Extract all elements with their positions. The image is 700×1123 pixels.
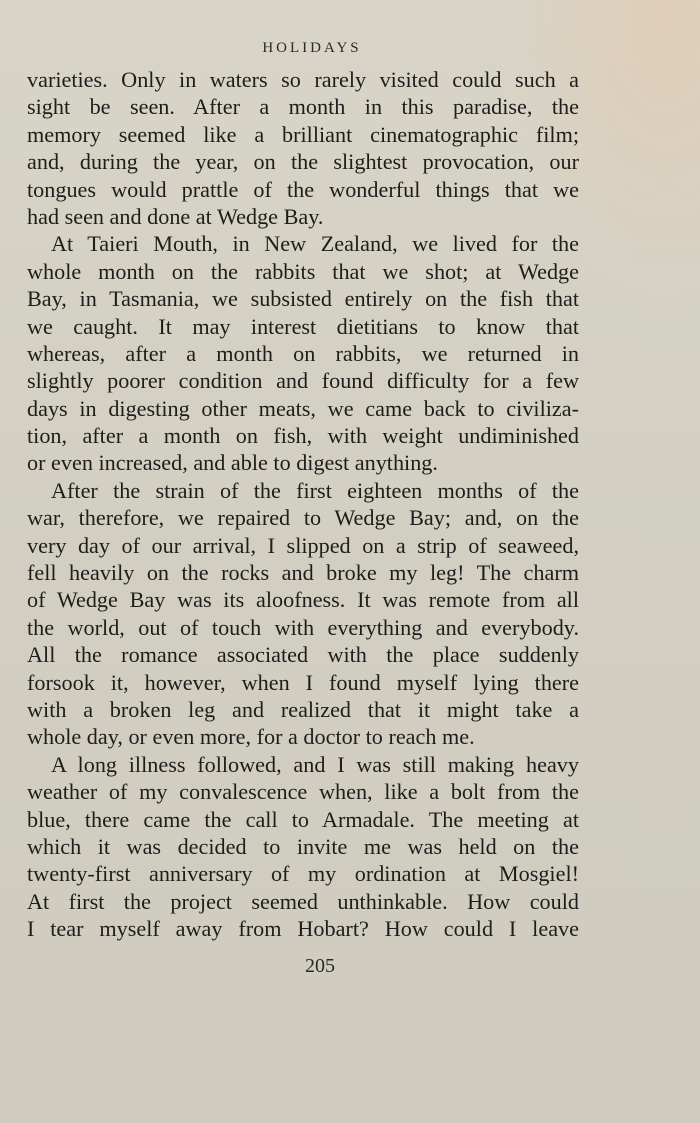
page-number: 205 (305, 955, 335, 977)
paragraph-1 (27, 66, 579, 230)
text-line: sight be seen. After a month in this paradise, the (27, 94, 579, 120)
paragraph-4 (27, 751, 579, 943)
text-line: or even increased, and able to digest anything. (27, 450, 438, 476)
text-line: Bay, in Tasmania, we subsisted entirely on the fish that (27, 286, 579, 312)
body-text (27, 66, 579, 943)
text-line: war, therefore, we repaired to Wedge Bay; and, on the (27, 505, 579, 531)
text-line: days in digesting other meats, we came back to civiliza- (27, 395, 579, 421)
text-line: tion, after a month on fish, with weight undiminished (27, 423, 579, 449)
text-line: which it was decided to invite me was held on the (27, 833, 579, 859)
text-line: weather of my convalescence when, like a bolt from the (27, 779, 579, 805)
text-line: whereas, after a month on rabbits, we returned in (27, 340, 579, 366)
paragraph-2 (27, 230, 579, 477)
text-line: fell heavily on the rocks and broke my leg! The charm (27, 560, 579, 586)
text-line: whole day, or even more, for a doctor to reach me. (27, 724, 475, 750)
text-line: blue, there came the call to Armadale. The meeting at (27, 806, 579, 832)
text-line: tongues would prattle of the wonderful things that we (27, 176, 579, 202)
text-line: we caught. It may interest dietitians to know that (27, 313, 579, 339)
text-line: very day of our arrival, I slipped on a strip of seaweed, (27, 532, 579, 558)
text-line: forsook it, however, when I found myself lying there (27, 669, 579, 695)
paragraph-3 (27, 477, 579, 751)
text-line: At first the project seemed unthinkable. How could (27, 888, 579, 914)
text-line: with a broken leg and realized that it might take a (27, 696, 579, 722)
text-line: twenty-first anniversary of my ordination at Mosgiel! (27, 861, 579, 887)
text-line: I tear myself away from Hobart? How could I leave (27, 916, 579, 942)
text-line: After the strain of the first eighteen months of the (51, 477, 579, 503)
text-line: and, during the year, on the slightest provocation, our (27, 149, 579, 175)
text-line: slightly poorer condition and found difficulty for a few (27, 368, 579, 394)
text-line: All the romance associated with the place suddenly (27, 642, 579, 668)
text-line: A long illness followed, and I was still making heavy (51, 751, 579, 777)
text-line: whole month on the rabbits that we shot; at Wedge (27, 258, 579, 284)
text-line: memory seemed like a brilliant cinematographic film; (27, 121, 579, 147)
running-head: HOLIDAYS (262, 40, 362, 56)
text-line: At Taieri Mouth, in New Zealand, we lived for the (51, 231, 579, 257)
text-line: had seen and done at Wedge Bay. (27, 203, 324, 229)
text-line: the world, out of touch with everything and everybody. (27, 614, 579, 640)
text-line: of Wedge Bay was its aloofness. It was remote from all (27, 587, 579, 613)
text-line: varieties. Only in waters so rarely visited could such a (27, 67, 579, 92)
